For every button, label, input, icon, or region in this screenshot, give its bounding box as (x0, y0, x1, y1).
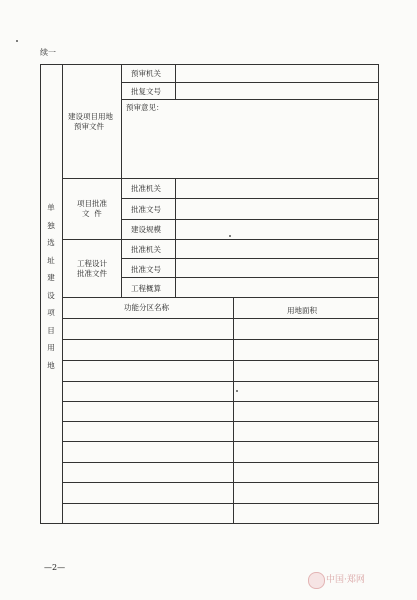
section-label-line: 预审文件 (74, 122, 104, 131)
continuation-label: 续一 (40, 48, 56, 57)
field-label: 建设规模 (131, 225, 161, 234)
watermark-logo-icon (308, 572, 325, 589)
row-header-char: 目 (47, 325, 55, 335)
row-header-char: 址 (47, 255, 55, 265)
site-watermark: 中国·郑网 (326, 575, 365, 585)
row-header-char: 地 (47, 360, 55, 370)
field-label: 批准文号 (131, 265, 161, 274)
scan-speck (16, 40, 18, 42)
column-header-zone-name: 功能分区名称 (124, 303, 169, 312)
field-label: 批准机关 (131, 184, 161, 193)
section-label-line: 工程设计 (77, 259, 107, 268)
field-label: 工程概算 (131, 284, 161, 293)
row-header-char: 用 (47, 343, 55, 352)
row-header-char: 选 (47, 238, 55, 247)
field-label: 预审意见： (126, 103, 164, 112)
row-header-char: 项 (47, 308, 55, 317)
field-label: 批准机关 (131, 245, 161, 254)
scan-speck (236, 390, 238, 392)
section-label-line: 项目批准 (77, 199, 107, 208)
section-label-line: 文 件 (82, 209, 102, 218)
row-header-char: 独 (47, 220, 55, 230)
field-label: 批准文号 (131, 205, 161, 214)
column-header-land-area: 用地面积 (287, 306, 317, 315)
row-header-vertical (45, 199, 57, 374)
section-label-line: 批准文件 (77, 269, 107, 278)
row-header-char: 设 (47, 290, 55, 300)
row-header-char: 单 (47, 203, 55, 212)
row-header-char: 建 (47, 273, 55, 282)
section-label-line: 建设项目用地 (68, 112, 113, 121)
page-number: —2— (44, 563, 66, 572)
scan-speck (229, 235, 231, 237)
field-label: 预审机关 (131, 69, 161, 78)
field-label: 批复文号 (131, 87, 161, 96)
